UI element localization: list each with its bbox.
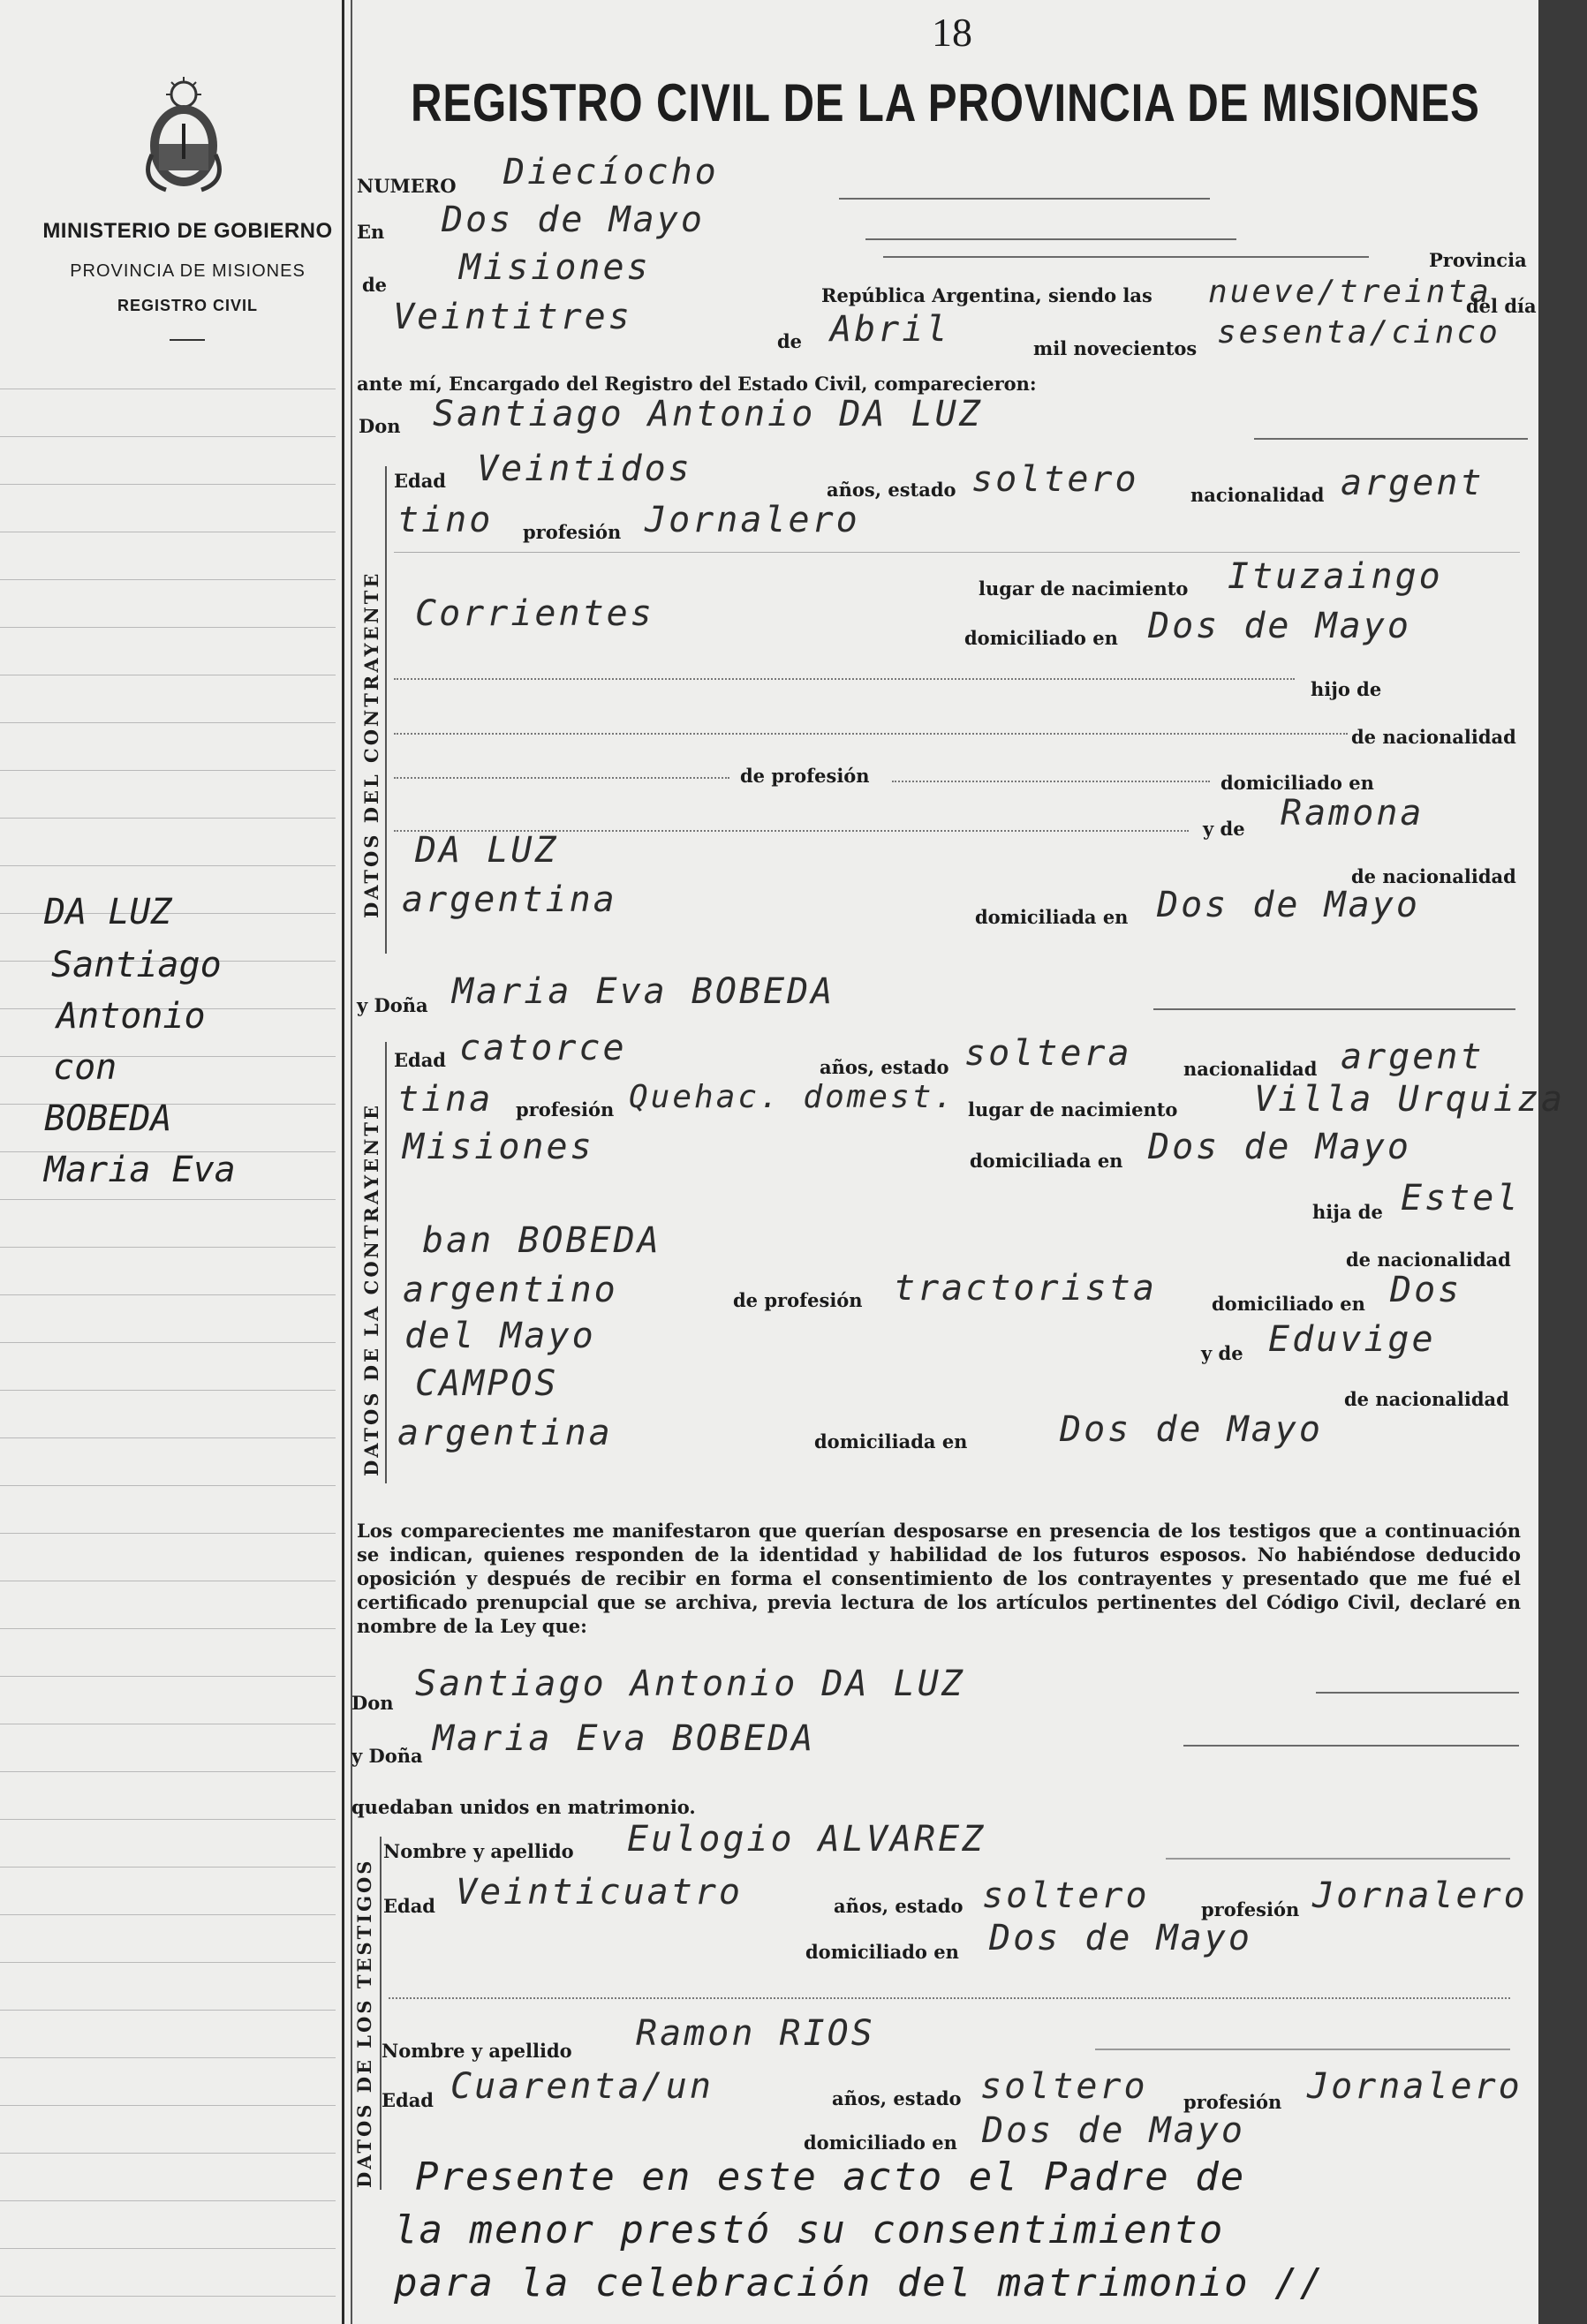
page-edge: [1538, 0, 1587, 2324]
label-mil-novecientos: mil novecientos: [1033, 337, 1198, 359]
side-note-line: Santiago: [51, 945, 222, 985]
section-label-bride: DATOS DE LA CONTRAYENTE: [360, 1102, 382, 1476]
fill-line: [892, 781, 1210, 782]
label-domiciliada: domiciliada en: [814, 1430, 968, 1452]
hw-lugar-m-2: Misiones: [403, 1127, 594, 1167]
hw-t2-nombre: Ramon RIOS: [636, 2013, 875, 2054]
ruled-line: [0, 1437, 336, 1438]
label-don: Don: [351, 1692, 394, 1714]
label-anos-estado: años, estado: [827, 479, 956, 501]
ruled-line: [0, 627, 336, 628]
ruled-line: [0, 1819, 336, 1820]
section-bracket: [380, 1837, 382, 2190]
label-anos-estado: años, estado: [820, 1056, 949, 1078]
label-profesion: profesión: [516, 1098, 615, 1120]
hw-nac-m-2: tina: [397, 1079, 494, 1120]
hw-padre-m-prof: tractorista: [894, 1268, 1157, 1309]
ruled-line: [0, 2296, 336, 2297]
label-nacionalidad: nacionalidad: [1190, 484, 1325, 506]
hw-don-2: Santiago Antonio DA LUZ: [415, 1664, 965, 1704]
label-nombre-apellido: Nombre y apellido: [383, 1840, 574, 1862]
hw-nac-h-2: tino: [397, 500, 494, 540]
hw-dom-h: Dos de Mayo: [1148, 606, 1411, 646]
hw-don: Santiago Antonio DA LUZ: [433, 394, 983, 434]
ruled-line: [0, 1342, 336, 1343]
hw-padre-m-dom-1: Dos: [1390, 1270, 1462, 1310]
label-provincia: Provincia: [1429, 249, 1527, 271]
ruled-line: [0, 1771, 336, 1772]
hw-edad-m: catorce: [459, 1028, 627, 1068]
label-de-profesion: de profesión: [733, 1289, 863, 1311]
label-edad: Edad: [383, 1895, 435, 1917]
hw-t1-nombre: Eulogio ALVAREZ: [627, 1819, 986, 1860]
hw-t2-estado: soltero: [980, 2066, 1148, 2107]
fill-line: [1095, 2049, 1510, 2050]
label-de-nacionalidad: de nacionalidad: [1344, 1388, 1509, 1410]
label-nombre-apellido: Nombre y apellido: [382, 2040, 572, 2062]
hw-estado-h: soltero: [971, 459, 1139, 500]
ruled-line: [0, 1056, 336, 1057]
label-nacionalidad: nacionalidad: [1183, 1058, 1318, 1080]
hw-hora: nueve/treinta: [1208, 274, 1492, 310]
fill-line: [394, 777, 729, 779]
label-domiciliado-en: domiciliado en: [1212, 1293, 1365, 1315]
ruled-line: [0, 2248, 336, 2249]
ruled-line: [0, 2105, 336, 2106]
hw-t1-prof: Jornalero: [1312, 1875, 1528, 1916]
ruled-line: [0, 1867, 336, 1868]
hw-dona: Maria Eva BOBEDA: [452, 971, 835, 1012]
label-y-dona: y Doña: [357, 994, 428, 1016]
hw-dom-m: Dos de Mayo: [1148, 1127, 1411, 1167]
label-edad: Edad: [394, 1049, 446, 1071]
declaration-paragraph: Los comparecientes me manifestaron que querían desposarse en presencia de los testigos que a continuación se indican, quienes responden de la identidad y habilidad de los futuros esposos. No habiéndose deducido oposición y después de recibir en forma el consentimiento de los contrayentes y presentado que me fué el certificado prenupcial que se archiva, previa lectura de los artículos pertinentes del Código Civil, declaré en nombre de la Ley que:: [357, 1520, 1521, 1637]
label-de-nacionalidad: de nacionalidad: [1346, 1249, 1511, 1271]
hw-madre-m-nac: argentina: [397, 1413, 613, 1453]
label-lugar-nac: lugar de nacimiento: [979, 577, 1189, 600]
coat-of-arms-seal: [140, 75, 228, 199]
hw-numero: Diecíocho: [503, 152, 719, 192]
ruled-line: [0, 1676, 336, 1677]
fill-line: [1183, 1745, 1519, 1747]
label-en: En: [357, 221, 385, 243]
section-bracket: [385, 1042, 387, 1483]
hw-madre-h-ap: DA LUZ: [415, 830, 559, 871]
ruled-line: [0, 436, 336, 437]
ruled-line: [0, 579, 336, 580]
label-domiciliado-en: domiciliado en: [1220, 772, 1374, 794]
province-name: PROVINCIA DE MISIONES: [70, 261, 306, 281]
label-quedaban: quedaban unidos en matrimonio.: [351, 1796, 696, 1818]
label-lugar-nac: lugar de nacimiento: [968, 1098, 1178, 1120]
hw-nac-h: argent: [1341, 463, 1485, 503]
hw-edad-h: Veintidos: [477, 449, 692, 489]
label-de: de: [362, 274, 388, 296]
margin-rule: [342, 0, 344, 2324]
label-de-nacionalidad: de nacionalidad: [1351, 865, 1516, 887]
hw-padre-m-1: Estel: [1401, 1178, 1521, 1219]
hw-t1-edad: Veinticuatro: [456, 1872, 743, 1913]
label-domiciliada: domiciliada en: [975, 906, 1129, 928]
label-hijo-de: hijo de: [1311, 678, 1382, 700]
hw-madre-m: Eduvige: [1268, 1319, 1436, 1360]
ruled-line: [0, 865, 336, 866]
ruled-line: [0, 1390, 336, 1391]
page-title: REGISTRO CIVIL DE LA PROVINCIA DE MISIONES: [411, 73, 1480, 132]
ruled-line: [0, 2057, 336, 2058]
hw-dia: Veintitres: [393, 297, 632, 337]
label-republica: República Argentina, siendo las: [821, 284, 1152, 306]
label-anos-estado: años, estado: [832, 2087, 962, 2109]
ruled-line: [0, 1294, 336, 1295]
ruled-line: [0, 1485, 336, 1486]
ruled-line: [0, 1247, 336, 1248]
hw-provincia: Misiones: [459, 247, 651, 288]
label-domiciliado: domiciliado en: [964, 627, 1118, 649]
label-numero: NUMERO: [357, 175, 457, 197]
hw-madre-m-ap: CAMPOS: [415, 1363, 559, 1404]
ruled-line: [0, 722, 336, 723]
fill-line: [394, 678, 1295, 680]
fill-line: [865, 238, 1236, 240]
label-ante-mi: ante mí, Encargado del Registro del Estado Civil, comparecieron:: [357, 373, 1037, 395]
fill-line: [1316, 1692, 1519, 1694]
label-profesion: profesión: [523, 521, 622, 543]
hw-t2-dom: Dos de Mayo: [982, 2110, 1245, 2151]
label-domiciliado: domiciliado en: [805, 1941, 959, 1963]
hw-t2-edad: Cuarenta/un: [450, 2066, 714, 2107]
ruled-line: [0, 2010, 336, 2011]
hw-lugar-h-2: Corrientes: [415, 593, 654, 634]
hw-t1-dom: Dos de Mayo: [989, 1918, 1252, 1958]
label-don: Don: [359, 415, 401, 437]
divider: [170, 339, 205, 341]
label-del-dia: del día: [1466, 295, 1537, 317]
label-y-de: y de: [1201, 1342, 1243, 1364]
side-note-line: Maria Eva: [44, 1150, 236, 1190]
label-profesion: profesión: [1201, 1898, 1300, 1920]
ruled-line: [0, 1914, 336, 1915]
fill-line: [389, 1997, 1510, 1999]
hw-padre-m-2: ban BOBEDA: [422, 1220, 661, 1261]
section-label-witnesses: DATOS DE LOS TESTIGOS: [353, 1858, 375, 2188]
hw-anio: sesenta/cinco: [1217, 314, 1500, 351]
hw-lugar-h: Ituzaingo: [1228, 556, 1443, 597]
hw-mes: Abril: [830, 309, 950, 350]
ruled-line: [0, 818, 336, 819]
ruled-line: [0, 1199, 336, 1200]
section-bracket: [385, 466, 387, 954]
hw-note-line: para la celebración del matrimonio //: [394, 2260, 1326, 2305]
hw-padre-m-dom-2: del Mayo: [404, 1316, 596, 1356]
fill-line: [394, 733, 1348, 735]
hw-note-line: la menor prestó su consentimiento: [394, 2207, 1225, 2252]
fill-line: [883, 256, 1369, 258]
fill-line: [1254, 438, 1528, 440]
side-note-line: BOBEDA: [44, 1098, 172, 1139]
ruled-line: [0, 1628, 336, 1629]
fill-line: [839, 198, 1210, 200]
label-de-nacionalidad: de nacionalidad: [1351, 726, 1516, 748]
label-hija-de: hija de: [1312, 1201, 1383, 1223]
side-note-line: DA LUZ: [44, 892, 172, 932]
label-edad: Edad: [382, 2089, 434, 2111]
label-de-profesion: de profesión: [740, 765, 870, 787]
hw-dona-2: Maria Eva BOBEDA: [433, 1718, 816, 1759]
hw-en: Dos de Mayo: [442, 200, 705, 240]
label-y-de: y de: [1203, 818, 1245, 840]
hw-prof-h: Jornalero: [645, 500, 860, 540]
label-edad: Edad: [394, 470, 446, 492]
label-de-mes: de: [777, 330, 803, 352]
hw-estado-m: soltera: [964, 1033, 1132, 1074]
hw-t2-prof: Jornalero: [1307, 2066, 1523, 2107]
fill-line: [1166, 1858, 1510, 1860]
section-label-groom: DATOS DEL CONTRAYENTE: [360, 570, 382, 918]
hw-nac-m: argent: [1341, 1037, 1485, 1077]
page-number: 18: [932, 10, 972, 55]
label-profesion: profesión: [1183, 2091, 1282, 2113]
ruled-line: [0, 2200, 336, 2201]
hw-madre-h-dom: Dos de Mayo: [1157, 885, 1420, 925]
hw-madre-m-dom: Dos de Mayo: [1060, 1409, 1323, 1450]
hw-prof-m: Quehac. domest.: [629, 1079, 956, 1115]
hw-t1-estado: soltero: [982, 1875, 1150, 1916]
fill-line: [394, 552, 1520, 553]
margin-rule-inner: [351, 0, 352, 2324]
hw-note-line: Presente en este acto el Padre de: [415, 2154, 1246, 2200]
side-note-line: Antonio: [57, 996, 206, 1037]
ministry-name: MINISTERIO DE GOBIERNO: [42, 219, 333, 243]
ruled-line: [0, 1533, 336, 1534]
hw-lugar-m: Villa Urquiza: [1254, 1079, 1566, 1120]
label-anos-estado: años, estado: [834, 1895, 964, 1917]
hw-madre-h: Ramona: [1281, 793, 1425, 834]
ruled-line: [0, 770, 336, 771]
label-domiciliado: domiciliado en: [804, 2132, 957, 2154]
hw-padre-m-nac: argentino: [403, 1270, 618, 1310]
side-note-line: con: [53, 1047, 117, 1088]
ruled-line: [0, 484, 336, 485]
ruled-line: [0, 1962, 336, 1963]
registry-name: REGISTRO CIVIL: [117, 297, 258, 314]
hw-madre-h-nac: argentina: [402, 879, 617, 920]
label-domiciliada: domiciliada en: [970, 1150, 1123, 1172]
ruled-line: [0, 2153, 336, 2154]
fill-line: [1153, 1008, 1515, 1010]
label-y-dona: y Doña: [351, 1745, 423, 1767]
